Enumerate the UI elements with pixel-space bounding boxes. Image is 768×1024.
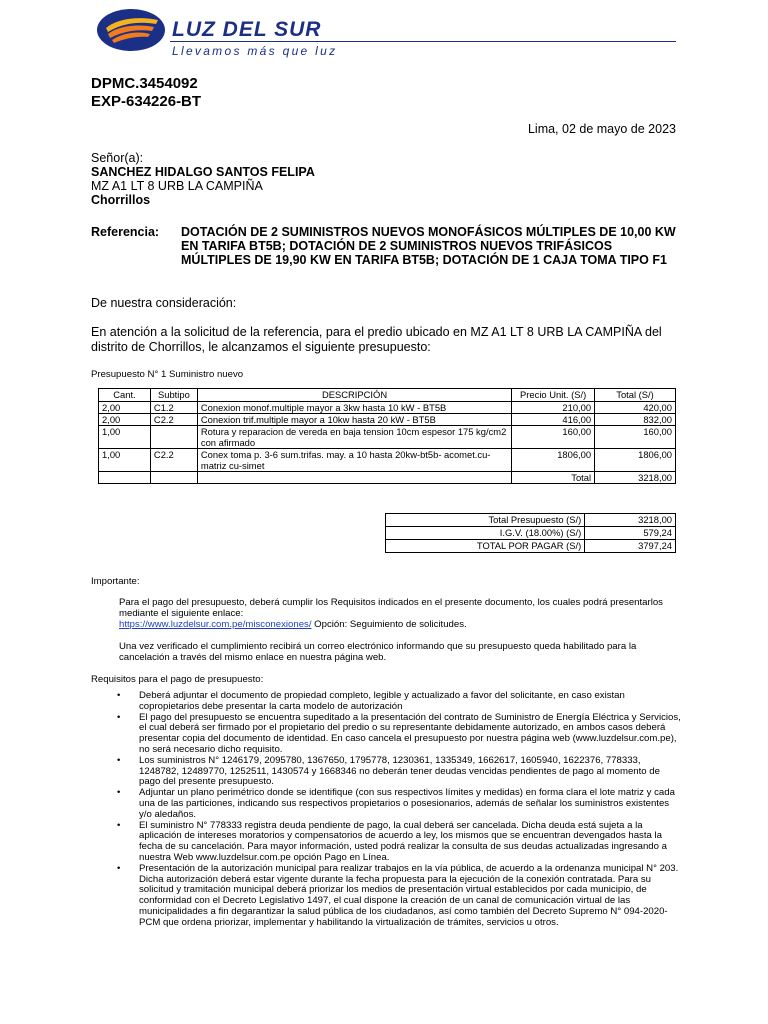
requirements-title: Requisitos para el pago de presupuesto: <box>91 674 264 685</box>
greeting: De nuestra consideración: <box>91 296 237 310</box>
conexiones-link[interactable]: https://www.luzdelsur.com.pe/misconexiones/ <box>119 619 312 630</box>
bullet-icon: • <box>117 690 121 701</box>
list-item: • Los suministros N° 1246179, 2095780, 1367650, 1795778, 1230361, 1335349, 1662617, 1605940, 1622376, 778333, 1248782, 12489770, 1252511, 1430574 y 1668346 no deberán tener deudas vencidas pendientes de pago al momento de pago del presente presupuesto. <box>117 754 660 788</box>
qty-cell: 2,00 <box>99 402 151 414</box>
unit-price-cell: 1806,00 <box>512 449 595 472</box>
list-item: • El suministro N° 778333 registra deuda pendiente de pago, la cual deberá ser cancelada. Dicha deuda está sujeta a la aplicación de intereses moratorios y compensatorios de acuerdo a ley, los mismos que se encuentran devengados hasta la fecha de su cancelación. Para mayor información, usted podrá realizar la consulta de sus deudas actualizadas ingresando a nuestra Web www.luzdelsur.com.pe opción Pago en Línea. <box>117 819 667 863</box>
table-row <box>99 426 676 449</box>
description-cell: Rotura y reparacion de vereda en baja tension 10cm espesor 175 kg/cm2 con afirmado <box>197 426 511 449</box>
header-divider <box>170 41 676 42</box>
salutation: Señor(a): <box>91 151 144 165</box>
table-row <box>99 402 676 414</box>
important-title: Importante: <box>91 576 140 587</box>
description-cell: Conex toma p. 3-6 sum.trifas. may. a 10 hasta 20kw-bt5b- acomet.cu-matriz cu-simet <box>197 449 511 472</box>
summary-value: 3218,00 <box>585 514 676 527</box>
list-item: • Presentación de la autorización municipal para realizar trabajos en la vía pública, de acuerdo a la ordenanza municipal N° 203. Dicha autorización deberá estar vigente durante la fecha propuesta para la ejecución de la conexión contratada. Para su solicitud y tramitación municipal deberá priorizar los medios de presentación virtual establecidos por cada municipio, de conformidad con el Decreto Legislativo 1497, el cual dispone la creación de un canal de comunicación virtual de las municipalidades a fin degarantizar la salud pública de los ciudadanos, así como también del Decreto Supremo N° 094-2020-PCM que ordena priorizar, implementar y habilitando la virtualización de trámites, servicios u otros. <box>117 862 679 928</box>
brand-tagline: Llevamos más que luz <box>172 44 338 58</box>
reference-text: DOTACIÓN DE 2 SUMINISTROS NUEVOS MONOFÁSICOS MÚLTIPLES DE 10,00 KW EN TARIFA BT5B; DOTACIÓN DE 2 SUMINISTROS NUEVOS TRIFÁSICOS MÚLTIPLES DE 19,90 KW EN TARIFA BT5B; DOTACIÓN DE 1 CAJA TOMA TIPO F1 <box>181 225 676 267</box>
column-header: Precio Unit. (S/) <box>512 389 595 402</box>
bullet-icon: • <box>117 754 121 766</box>
addressee-address: MZ A1 LT 8 URB LA CAMPIÑA <box>91 179 263 193</box>
total-cell: 160,00 <box>595 426 676 449</box>
column-header: Subtipo <box>150 389 197 402</box>
summary-row <box>386 514 676 527</box>
total-cell: 832,00 <box>595 414 676 426</box>
qty-cell: 1,00 <box>99 426 151 449</box>
addressee-name: SANCHEZ HIDALGO SANTOS FELIPA <box>91 165 315 179</box>
subtype-cell: C2.2 <box>150 414 197 426</box>
qty-cell: 1,00 <box>99 449 151 472</box>
description-cell: Conexion monof.multiple mayor a 3kw hasta 10 kW - BT5B <box>197 402 511 414</box>
summary-value: 579,24 <box>585 527 676 540</box>
subtype-cell: C2.2 <box>150 449 197 472</box>
bullet-icon: • <box>117 787 121 799</box>
description-cell: Conexion trif.multiple mayor a 10kw hasta 20 kW - BT5B <box>197 414 511 426</box>
column-header: Cant. <box>99 389 151 402</box>
table-header-row <box>99 389 676 402</box>
table-total-row <box>99 472 676 484</box>
unit-price-cell: 210,00 <box>512 402 595 414</box>
important-paragraph-2: Una vez verificado el cumplimiento recibirá un correo electrónico informando que su presupuesto queda habilitado para la cancelación a través del mismo enlace en nuestra página web. <box>119 641 637 663</box>
intro-paragraph: En atención a la solicitud de la referencia, para el predio ubicado en MZ A1 LT 8 URB LA CAMPIÑA del distrito de Chorrillos, le alcanzamos el siguiente presupuesto: <box>91 325 662 354</box>
qty-cell: 2,00 <box>99 414 151 426</box>
list-item: • Adjuntar un plano perimétrico donde se identifique (con sus respectivos límites y medidas) en forma clara el lote matriz y cada una de las particiones, indicando sus respectivos propietarios o posesionarios, además de señalar los suministros existentes y/o aledaños. <box>117 787 675 820</box>
summary-row <box>386 540 676 553</box>
total-cell: 420,00 <box>595 402 676 414</box>
brand-name: LUZ DEL SUR <box>172 18 322 41</box>
budget-table <box>98 388 676 484</box>
expedient-number: EXP-634226-BT <box>91 93 202 110</box>
summary-table <box>385 513 676 553</box>
total-label: Total <box>512 472 595 484</box>
summary-label: TOTAL POR PAGAR (S/) <box>386 540 585 553</box>
column-header: DESCRIPCIÓN <box>197 389 511 402</box>
luz-del-sur-logo-icon <box>96 8 166 52</box>
list-item: • Deberá adjuntar el documento de propiedad completo, legible y actualizado a favor del solicitante, en caso existan copropietarios debe presentar la carta modelo de autorización <box>117 690 625 712</box>
addressee-district: Chorrillos <box>91 193 151 207</box>
summary-label: Total Presupuesto (S/) <box>386 514 585 527</box>
total-value: 3218,00 <box>595 472 676 484</box>
bullet-icon: • <box>117 711 121 723</box>
list-item: • El pago del presupuesto se encuentra supeditado a la presentación del contrato de Suministro de Energía Eléctrica y Servicios, el cual deberá ser firmado por el propietario del predio o su representante debidamente autorizado, en ambos casos deberá presentar copia del documento de identidad. En caso cancela el presupuesto por nuestra página web (www.luzdelsur.com.pe), no será necesario dicho requisito. <box>117 711 681 755</box>
important-paragraph-1: Para el pago del presupuesto, deberá cumplir los Requisitos indicados en el presente documento, los cuales podrá presentarlos mediante el siguiente enlace: https://www.luzdelsur.com.pe/misconexiones/ Opción: Seguimiento de solicitudes. <box>119 597 663 630</box>
bullet-icon: • <box>117 819 121 831</box>
subtype-cell <box>150 426 197 449</box>
summary-row <box>386 527 676 540</box>
document-number: DPMC.3454092 <box>91 75 198 92</box>
subtype-cell: C1.2 <box>150 402 197 414</box>
table-row <box>99 449 676 472</box>
unit-price-cell: 416,00 <box>512 414 595 426</box>
bullet-icon: • <box>117 862 121 874</box>
letter-date: Lima, 02 de mayo de 2023 <box>527 122 676 136</box>
total-cell: 1806,00 <box>595 449 676 472</box>
summary-label: I.G.V. (18.00%) (S/) <box>386 527 585 540</box>
unit-price-cell: 160,00 <box>512 426 595 449</box>
budget-title: Presupuesto N° 1 Suministro nuevo <box>91 369 244 380</box>
column-header: Total (S/) <box>595 389 676 402</box>
table-row <box>99 414 676 426</box>
reference-label: Referencia: <box>91 225 160 239</box>
summary-value: 3797,24 <box>585 540 676 553</box>
requirements-list <box>91 691 683 929</box>
